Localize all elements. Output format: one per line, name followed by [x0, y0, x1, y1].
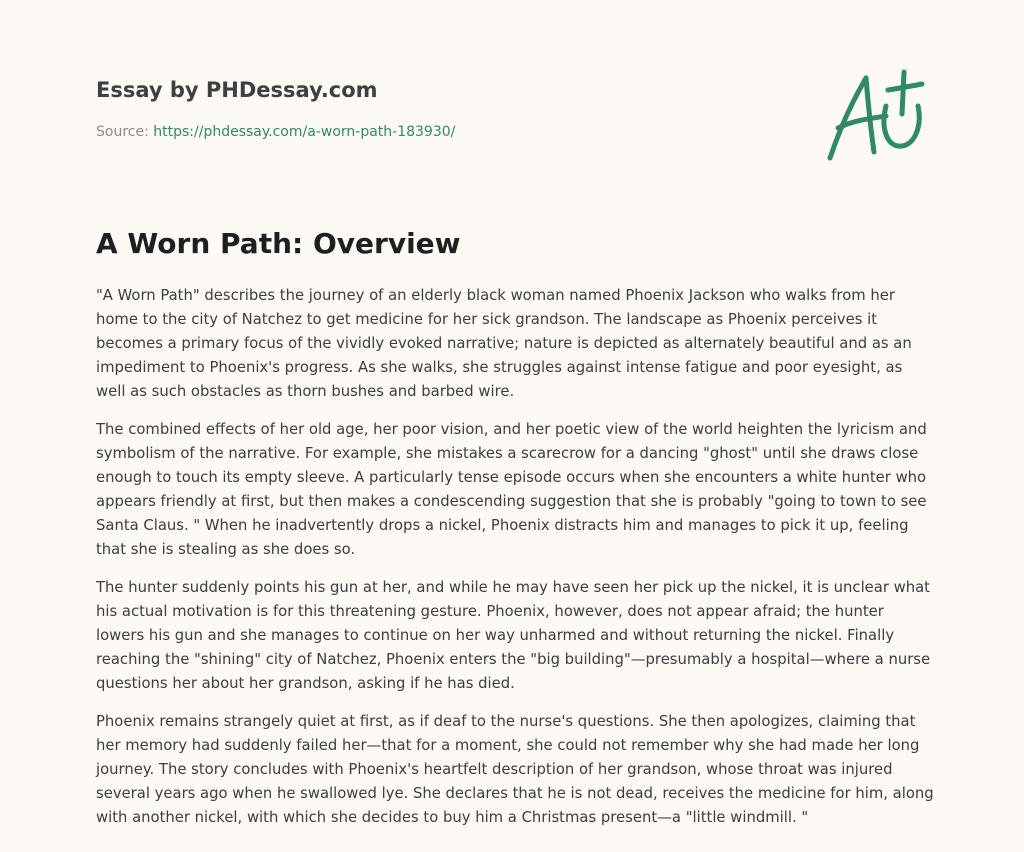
site-header [96, 76, 696, 142]
essay-paragraph: The hunter suddenly points his gun at her, and while he may have seen her pick up the nickel, it is unclear what his actual motivation is for this threatening gesture. Phoenix, however, does not appear afraid; the hunter lowers his gun and she manages to continue on her way unharmed and without returning the nickel. Finally reaching the "shining" city of Natchez, Phoenix enters the "big building"—presumably a hospital—where a nurse questions her about her grandson, asking if he has died. [96, 579, 931, 692]
essay-paragraph: "A Worn Path" describes the journey of an elderly black woman named Phoenix Jackson who walks from her home to the city of Natchez to get medicine for her sick grandson. The landscape as Phoenix perceives it becomes a primary focus of the vividly evoked narrative; nature is depicted as alternately beautiful and as an impediment to Phoenix's progress. As she walks, she struggles against intense fatigue and poor eyesight, as well as such obstacles as thorn bushes and barbed wire. [96, 287, 912, 400]
essay-paragraph: The combined effects of her old age, her poor vision, and her poetic view of the world heighten the lyricism and symbolism of the narrative. For example, she mistakes a scarecrow for a dancing "ghost" until she draws close enough to touch its empty sleeve. A particularly tense episode occurs when she encounters a white hunter who appears friendly at first, but then makes a condescending suggestion that she is probably "going to town to see Santa Claus. " When he inadvertently drops a nickel, Phoenix distracts him and manages to pick it up, feeling that she is stealing as she does so. [96, 421, 927, 558]
site-title: Essay by PHDessay.com [96, 78, 378, 102]
source-link[interactable]: https://phdessay.com/a-worn-path-183930/ [153, 124, 456, 140]
a-plus-logo-icon [822, 66, 932, 166]
source-line [96, 122, 696, 142]
essay-paragraph: Phoenix remains strangely quiet at first, as if deaf to the nurse's questions. She then apologizes, claiming that her memory had suddenly failed her—that for a moment, she could not remember why she had made her long journey. The story concludes with Phoenix's heartfelt description of her grandson, whose throat was injured several years ago when he swallowed lye. She declares that he is not dead, receives the medicine for him, along with another nickel, with which she decides to buy him a Christmas present—a "little windmill. " [96, 713, 934, 826]
essay-body [96, 284, 934, 844]
essay-title: A Worn Path: Overview [96, 227, 461, 260]
source-label: Source: [96, 124, 149, 140]
